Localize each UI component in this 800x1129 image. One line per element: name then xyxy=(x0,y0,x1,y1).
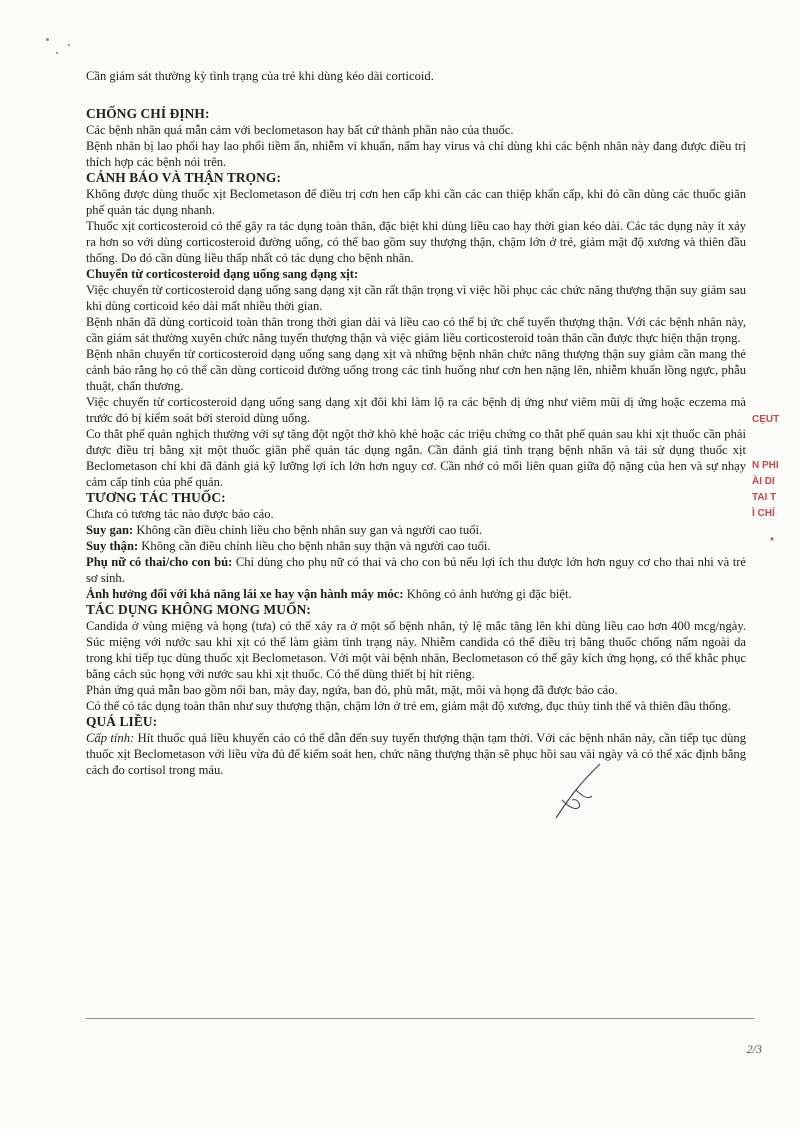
stamp-line: ÀI DI xyxy=(752,476,775,487)
scan-speck xyxy=(68,44,70,46)
liver-text: Không cần điều chỉnh liều cho bệnh nhân suy gan và người cao tuổi. xyxy=(133,523,483,537)
stamp-line: * xyxy=(770,536,774,547)
paragraph: Không được dùng thuốc xịt Beclometason để điều trị cơn hen cấp khi cần các can thiệp khẩn cấp, khi đó cần dùng các thuốc giãn phế quản tác dụng nhanh. xyxy=(86,187,746,217)
contraindications-heading: CHỐNG CHỈ ĐỊNH: xyxy=(86,106,210,121)
scan-speck xyxy=(56,52,58,54)
driving-paragraph xyxy=(86,586,746,602)
paragraph: Co thắt phế quản nghịch thường với sự tăng đột ngột thở khò khè hoặc các triệu chứng co thắt phế quản sau khi xịt thuốc cần phải được điều trị bằng xịt một thuốc giãn phế quản tác dụng ngắn. Cần đánh giá tình trạng bệnh nhân và tái sử dụng thuốc xịt Beclometason chỉ khi đã đánh giá kỹ lưỡng lợi ích lớn hơn nguy cơ. Cần nhớ có mối liên quan giữa độ nặng của hen và sự nhạy cảm cấp tính của phế quản. xyxy=(86,427,746,489)
paragraph: Các bệnh nhân quá mẫn cảm với beclometason hay bất cứ thành phần nào của thuốc. xyxy=(86,123,514,137)
stamp-line: N PHI xyxy=(752,460,779,471)
acute-text: Hít thuốc quá liều khuyến cáo có thể dẫn đến suy tuyến thượng thận tạm thời. Với các bệnh nhân này, cần tiếp tục dùng thuốc xịt Beclometason với liều vừa đủ để kiểm soát hen, chức năng thượng thận sẽ phục hồi sau vài ngày và có thể xác định bằng cách đo cortisol trong máu. xyxy=(86,731,747,777)
paragraph: Candida ở vùng miệng và họng (tưa) có thể xảy ra ở một số bệnh nhân, tỷ lệ mắc tăng lên khi dùng liều cao hơn 400 mcg/ngày. Súc miệng với nước sau khi xịt có thể làm giảm tình trạng này. Nhiễm candida có thể điều trị bằng thuốc chống nấm ngoài da trong khi tiếp tục dùng thuốc xịt Beclometason. Với một vài bệnh nhân, Beclometason có thể gây kích ứng họng, có thể khắc phục bằng cách súc họng với nước sau khi xịt thuốc. Có thể dùng thiết bị hít riêng. xyxy=(86,619,746,681)
paragraph: Việc chuyển từ corticosteroid dạng uống sang dạng xịt đôi khi làm lộ ra các bệnh dị ứng như viêm mũi dị ứng hoặc eczema mà trước đó bị kiểm soát bởi steroid dùng uống. xyxy=(86,395,746,425)
acute-paragraph xyxy=(86,730,746,778)
overdose-heading: QUÁ LIỀU: xyxy=(86,714,158,729)
paragraph: Việc chuyển từ corticosteroid dạng uống sang dạng xịt cần rất thận trọng vì việc hồi phục các chức năng thượng thận suy giảm sau khi dùng corticoid kéo dài mất nhiều thời gian. xyxy=(86,283,746,313)
red-stamp xyxy=(748,412,800,562)
adverse-effects-heading: TÁC DỤNG KHÔNG MONG MUỐN: xyxy=(86,602,311,617)
kidney-paragraph xyxy=(86,538,746,554)
liver-label: Suy gan: xyxy=(86,523,134,537)
paragraph: Bệnh nhân đã dùng corticoid toàn thân trong thời gian dài và liều cao có thể bị ức chế tuyến thượng thận. Với các bệnh nhân này, cần giám sát thường xuyên chức năng tuyến thượng thận và việc giảm liều corticosteroid toàn thân cần được thực hiện thận trọng. xyxy=(86,315,746,345)
paragraph: Thuốc xịt corticosteroid có thể gây ra tác dụng toàn thân, đặc biệt khi dùng liều cao hay thời gian kéo dài. Các tác dụng này ít xảy ra hơn so với dùng corticosteroid đường uống, có thể bao gồm suy thượng thận, chậm lớn ở trẻ, giảm mật độ xương và thiên đầu thống. Do đó cần dùng liều thấp nhất có tác dụng cho bệnh nhân. xyxy=(86,219,746,265)
document-body xyxy=(86,68,746,778)
scan-speck xyxy=(46,38,49,41)
interactions-heading: TƯƠNG TÁC THUỐC: xyxy=(86,490,226,505)
page-number: 2/3 xyxy=(746,1042,762,1056)
stamp-line: Ì CHÍ xyxy=(752,508,775,519)
pregnancy-label: Phụ nữ có thai/cho con bú: xyxy=(86,555,233,569)
kidney-text: Không cần điều chỉnh liều cho bệnh nhân suy thận và người cao tuổi. xyxy=(138,539,491,553)
driving-text: Không có ảnh hưởng gì đặc biệt. xyxy=(403,587,572,601)
kidney-label: Suy thận: xyxy=(86,539,139,553)
stamp-line: TAI T xyxy=(752,492,777,503)
acute-label: Cấp tính: xyxy=(86,731,135,745)
pregnancy-text: Chỉ dùng cho phụ nữ có thai và cho con bú nếu lợi ích thu được lớn hơn nguy cơ cho thai nhi và trẻ sơ sinh. xyxy=(86,555,746,585)
liver-paragraph xyxy=(86,522,746,538)
intro-text: Cần giám sát thường kỳ tình trạng của trẻ khi dùng kéo dài corticoid. xyxy=(86,69,434,83)
driving-label: Ảnh hưởng đối với khả năng lái xe hay vận hành máy móc: xyxy=(86,587,404,601)
signature-mark xyxy=(548,760,608,830)
pregnancy-paragraph xyxy=(86,554,746,586)
paragraph: Bệnh nhân bị lao phổi hay lao phổi tiềm ẩn, nhiễm vi khuẩn, nấm hay virus và chỉ dùng khi các bệnh nhân này đang được điều trị thích hợp các bệnh nói trên. xyxy=(86,139,746,169)
stamp-line: CẸUT xyxy=(752,414,780,425)
paragraph: Chưa có tương tác nào được báo cáo. xyxy=(86,507,274,521)
switching-subheading: Chuyển từ corticosteroid dạng uống sang dạng xịt: xyxy=(86,267,359,281)
paragraph: Bệnh nhân chuyển từ corticosteroid dạng uống sang dạng xịt và những bệnh nhân chức năng thượng thận suy giảm cần mang thẻ cảnh báo rằng họ có thể cần dùng corticoid đường uống trong các tình huống như cơn hen nặng lên, nhiễm khuẩn lồng ngực, phẫu thuật, chấn thương. xyxy=(86,347,746,393)
footer-rule xyxy=(86,1018,754,1019)
paragraph: Phản ứng quá mẫn bao gồm nổi ban, mày đay, ngứa, ban đỏ, phù mắt, mặt, môi và họng đã được báo cáo. xyxy=(86,683,618,697)
warnings-heading: CẢNH BÁO VÀ THẬN TRỌNG: xyxy=(86,170,281,185)
paragraph: Có thể có tác dụng toàn thân như suy thượng thận, chậm lớn ở trẻ em, giảm mật độ xương, đục thủy tinh thể và thiên đầu thống. xyxy=(86,699,731,713)
